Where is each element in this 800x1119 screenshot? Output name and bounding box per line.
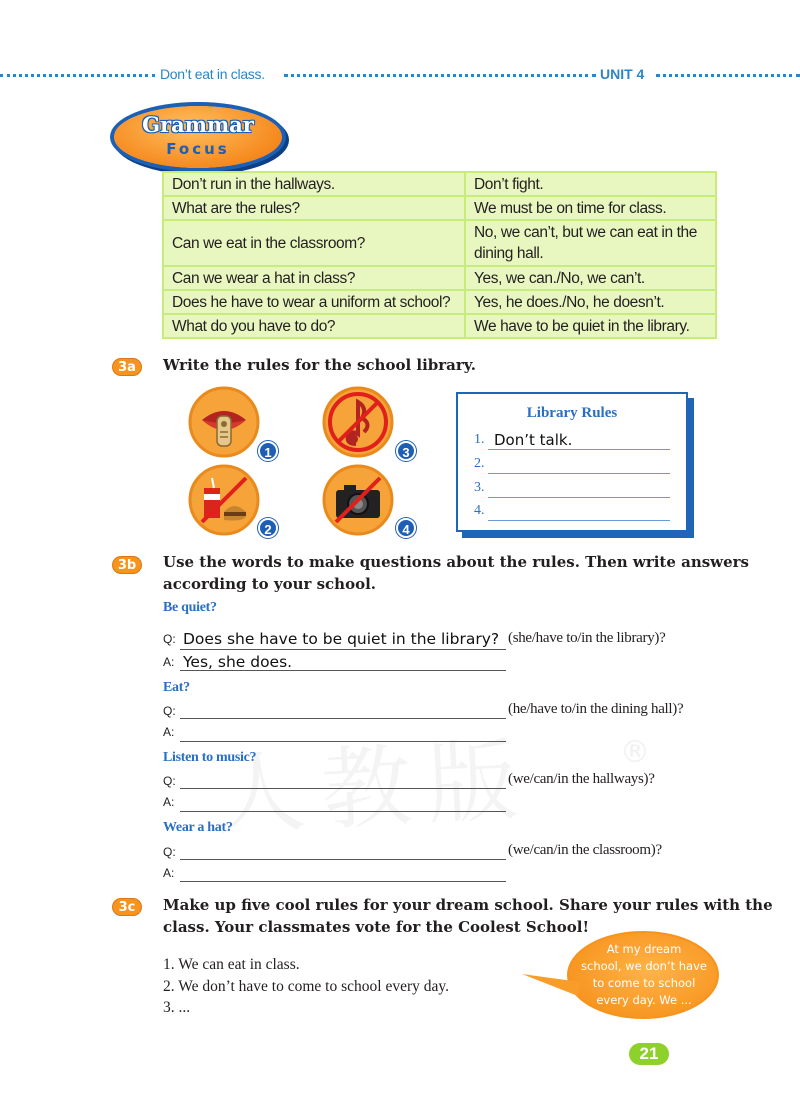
instruction-3b-line2: according to your school.: [163, 575, 377, 593]
no-music-icon: [322, 386, 394, 458]
instruction-3c-line2: class. Your classmates vote for the Coolest School!: [163, 918, 590, 936]
rule-row: [474, 480, 670, 498]
table-cell: Can we wear a hat in class?: [163, 266, 465, 290]
header-dots-middle: [284, 74, 596, 77]
write-line[interactable]: [180, 670, 506, 671]
q-label: Q:: [163, 774, 176, 788]
rule-text[interactable]: Don’t talk.: [494, 431, 573, 449]
section-badge-3a: 3a: [112, 358, 142, 376]
icon-number-1: 1: [258, 441, 278, 461]
section-badge-3b: 3b: [112, 556, 142, 574]
cue-listen-to-music: Listen to music?: [163, 750, 257, 765]
write-line[interactable]: [180, 811, 506, 812]
q-label: Q:: [163, 704, 176, 718]
answer-text[interactable]: Yes, she does.: [183, 653, 293, 671]
table-row: [163, 172, 716, 196]
no-talking-lips-icon: [188, 386, 260, 458]
list-item: 1. We can eat in class.: [163, 956, 300, 973]
header-unit: UNIT 4: [600, 66, 645, 82]
table-row: [163, 314, 716, 338]
table-cell: We have to be quiet in the library.: [465, 314, 716, 338]
icon-number-2: 2: [258, 518, 278, 538]
bubble-line: school, we don’t have: [581, 959, 707, 973]
icon-number-4: 4: [396, 518, 416, 538]
a-label: A:: [163, 795, 175, 809]
no-camera-icon: [322, 464, 394, 536]
rule-line: [488, 449, 670, 450]
list-item: 3. ...: [163, 999, 191, 1016]
watermark: [212, 707, 536, 853]
grammar-focus-subtitle: Focus: [166, 140, 230, 158]
cue-wear-a-hat: Wear a hat?: [163, 820, 233, 835]
rule-row: [474, 503, 670, 521]
table-cell: We must be on time for class.: [465, 196, 716, 220]
rule-number: 1.: [474, 432, 485, 447]
bubble-line: every day. We ...: [596, 993, 692, 1007]
watermark-registered-mark: ®: [620, 735, 650, 770]
library-rules-card: [456, 392, 688, 532]
a-label: A:: [163, 655, 175, 669]
table-row: [163, 290, 716, 314]
rule-number: 2.: [474, 456, 485, 471]
bubble-line: At my dream: [606, 942, 682, 956]
question-hint: (we/can/in the hallways)?: [508, 771, 655, 787]
question-hint: (we/can/in the classroom)?: [508, 842, 662, 858]
cue-be-quiet: Be quiet?: [163, 600, 217, 615]
rule-number: 3.: [474, 480, 485, 495]
write-line[interactable]: [180, 741, 506, 742]
instruction-3c-line1: Make up five cool rules for your dream school. Share your rules with the: [163, 896, 773, 914]
grammar-focus-title: Grammar: [142, 112, 254, 137]
table-cell: Don’t run in the hallways.: [163, 172, 465, 196]
rule-line[interactable]: [488, 473, 670, 474]
write-line[interactable]: [180, 718, 506, 719]
question-hint: (she/have to/in the library)?: [508, 630, 666, 646]
header-dots-right: [656, 74, 800, 77]
rule-row: [474, 456, 670, 474]
page-header: [0, 66, 800, 86]
write-line[interactable]: [180, 649, 506, 650]
q-label: Q:: [163, 845, 176, 859]
section-badge-3c: 3c: [112, 898, 142, 916]
q-label: Q:: [163, 632, 176, 646]
table-cell: Does he have to wear a uniform at school?: [163, 290, 465, 314]
list-item: 2. We don’t have to come to school every day.: [163, 978, 450, 995]
rule-number: 4.: [474, 503, 485, 518]
a-label: A:: [163, 725, 175, 739]
table-row: [163, 196, 716, 220]
bubble-line: to come to school: [592, 976, 696, 990]
write-line[interactable]: [180, 881, 506, 882]
table-cell: Can we eat in the classroom?: [163, 220, 465, 266]
header-title: Don’t eat in class.: [160, 66, 265, 82]
table-row: [163, 266, 716, 290]
rule-row: [474, 432, 670, 450]
table-cell: Yes, he does./No, he doesn’t.: [465, 290, 716, 314]
page-number: 21: [629, 1043, 669, 1065]
instruction-3a: Write the rules for the school library.: [163, 356, 477, 374]
instruction-3b-line1: Use the words to make questions about the rules. Then write answers: [163, 553, 749, 571]
grammar-table: [162, 171, 717, 339]
table-cell: Yes, we can./No, we can’t.: [465, 266, 716, 290]
write-line[interactable]: [180, 788, 506, 789]
no-food-drink-icon: [188, 464, 260, 536]
cue-eat: Eat?: [163, 680, 190, 695]
library-rules-title: Library Rules: [526, 405, 618, 421]
table-cell: No, we can’t, but we can eat in the dining hall.: [465, 220, 716, 266]
rule-line[interactable]: [488, 520, 670, 521]
question-hint: (he/have to/in the dining hall)?: [508, 701, 684, 717]
write-line[interactable]: [180, 859, 506, 860]
a-label: A:: [163, 866, 175, 880]
table-cell: What are the rules?: [163, 196, 465, 220]
grammar-focus-badge: [114, 106, 282, 168]
speech-bubble-text: [566, 941, 722, 1009]
table-cell: What do you have to do?: [163, 314, 465, 338]
table-cell: Don’t fight.: [465, 172, 716, 196]
icon-number-3: 3: [396, 441, 416, 461]
table-row: [163, 220, 716, 266]
rule-line[interactable]: [488, 497, 670, 498]
question-answer-text[interactable]: Does she have to be quiet in the library?: [183, 630, 500, 648]
header-dots-left: [0, 74, 155, 77]
